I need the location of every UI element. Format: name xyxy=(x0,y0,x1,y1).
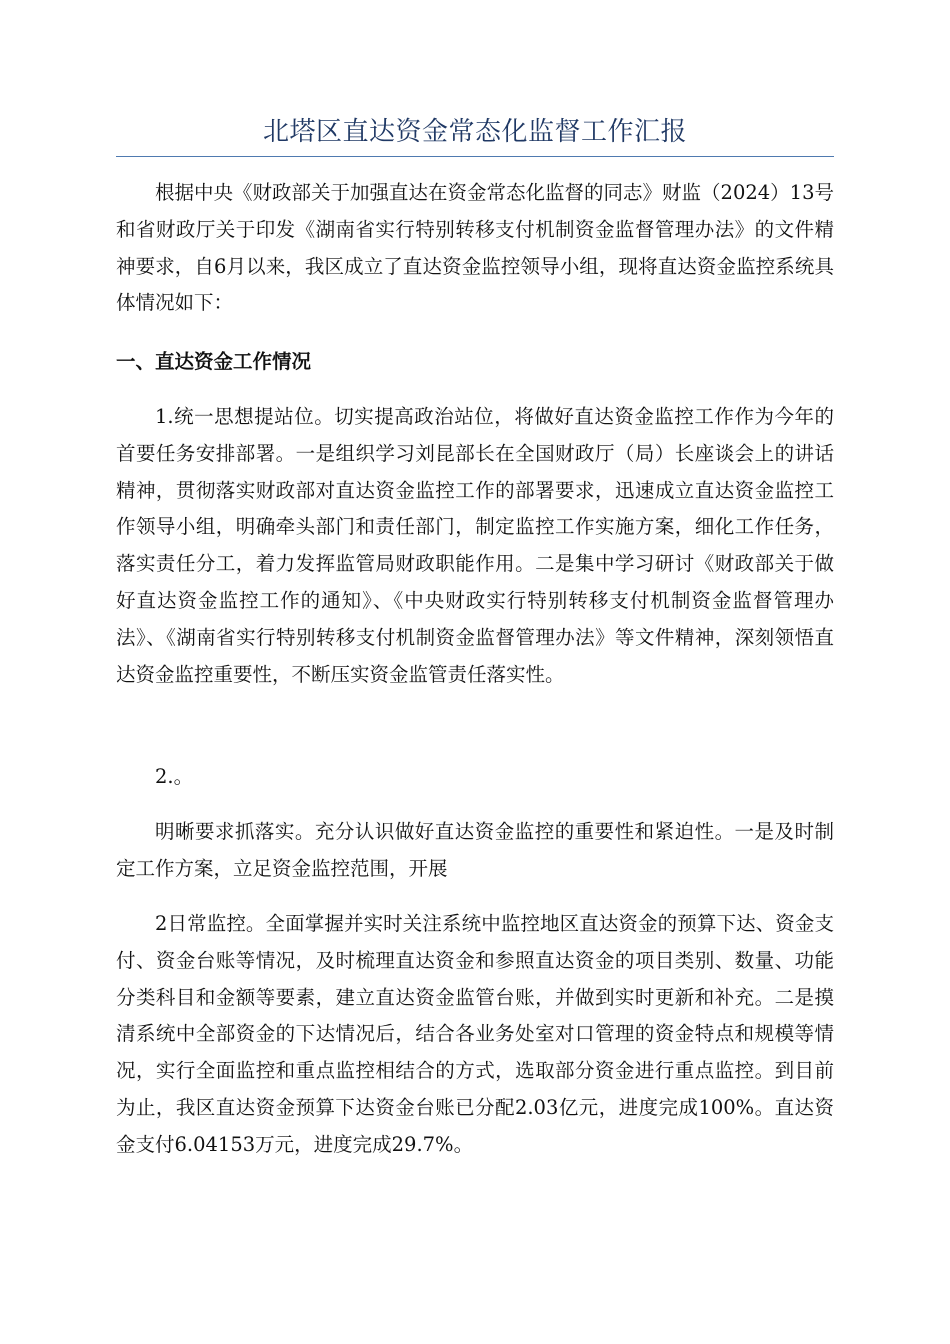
document-title: 北塔区直达资金常态化监督工作汇报 xyxy=(262,117,687,147)
intro-paragraph: 根据中央《财政部关于加强直达在资金常态化监督的同志》财监（2024）13号和省财政厅关于印发《湖南省实行特别转移支付机制资金监督管理办法》的文件精神要求，自6月以来，我区成立了直达资金监控领导小组，现将直达资金监控系统具体情况如下： xyxy=(116,181,834,315)
section-heading-1: 一、直达资金工作情况 xyxy=(116,350,312,373)
paragraph-4: 2日常监控。全面掌握并实时关注系统中监控地区直达资金的预算下达、资金支付、资金台账等情况，及时梳理直达资金和参照直达资金的项目类别、数量、功能分类科目和金额等要素，建立直达资金监管台账，并做到实时更新和补充。二是摸清系统中全部资金的下达情况后，结合各业务处室对口管理的资金特点和规模等情况，实行全面监控和重点监控相结合的方式，选取部分资金进行重点监控。到目前为止，我区直达资金预算下达资金台账已分配2.03亿元，进度完成100%。直达资金支付6.04153万元，进度完成29.7%。 xyxy=(116,912,834,1156)
paragraph-2: 2.。 xyxy=(155,765,194,788)
paragraph-1: 1.统一思想提站位。切实提高政治站位，将做好直达资金监控工作作为今年的首要任务安排部署。一是组织学习刘昆部长在全国财政厅（局）长座谈会上的讲话精神，贯彻落实财政部对直达资金监控工作的部署要求，迅速成立直达资金监控工作领导小组，明确牵头部门和责任部门，制定监控工作实施方案，细化工作任务，落实责任分工，着力发挥监管局财政职能作用。二是集中学习研讨《财政部关于做好直达资金监控工作的通知》、《中央财政实行特别转移支付机制资金监督管理办法》、《湖南省实行特别转移支付机制资金监督管理办法》等文件精神，深刻领悟直达资金监控重要性，不断压实资金监管责任落实性。 xyxy=(116,405,834,686)
title-block xyxy=(116,112,834,157)
paragraph-3: 明晰要求抓落实。充分认识做好直达资金监控的重要性和紧迫性。一是及时制定工作方案，立足资金监控范围，开展 xyxy=(116,820,834,880)
